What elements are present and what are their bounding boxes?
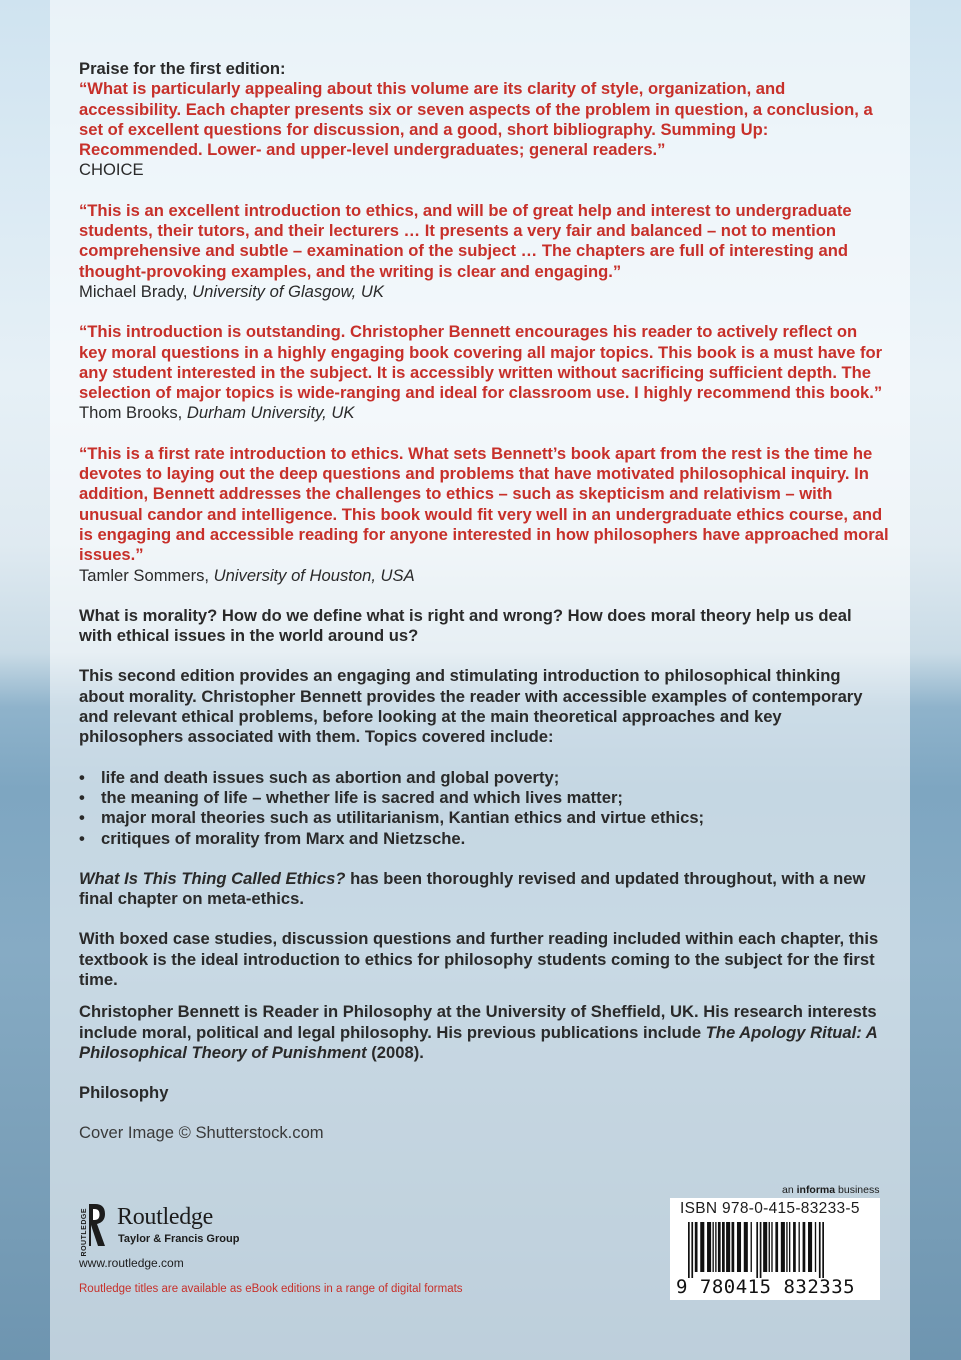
quote-text: “This introduction is outstanding. Christopher Bennett encourages his reader to actively reflect on key moral questions in a highly engaging book covering all major topics. This book is a must have for any student interested in the subject. It is accessibly written without sacrificing sufficient depth. The selection of major topics is wide-ranging and ideal for classroom use. I highly recommend this book.” (79, 322, 883, 403)
publisher-website[interactable]: www.routledge.com (79, 1256, 184, 1270)
barcode-bar (793, 1222, 796, 1272)
description-revised (79, 869, 889, 910)
back-cover-text (79, 59, 889, 1144)
barcode-bar (744, 1222, 748, 1272)
barcode-bar (775, 1222, 778, 1272)
informa-suffix: business (835, 1184, 880, 1196)
barcode-bar (712, 1222, 713, 1272)
isbn-barcode (670, 1198, 880, 1300)
barcode-bar (688, 1222, 690, 1278)
praise-quote-4 (79, 444, 889, 586)
attribution-institution: University of Houston, USA (213, 565, 415, 585)
list-item: • major moral theories such as utilitarianism, Kantian ethics and virtue ethics; (79, 808, 889, 828)
barcode-bar (763, 1222, 767, 1272)
barcode-bar (822, 1222, 824, 1278)
barcode-bars (678, 1222, 872, 1280)
list-item: • the meaning of life – whether life is sacred and which lives matter; (79, 788, 889, 808)
publisher-name: Routledge (117, 1204, 213, 1230)
list-item: • critiques of morality from Marx and Nietzsche. (79, 829, 889, 849)
description-second-edition: This second edition provides an engaging and stimulating introduction to philosophical thinking about morality. Christopher Bennett provides the reader with accessible examples of contemporary and relevant ethical problems, before looking at the main theoretical approaches and key philosophers associated with them. Topics covered include: (79, 666, 863, 747)
attribution-name: Michael Brady, (79, 281, 193, 301)
barcode-bar (700, 1222, 704, 1272)
barcode-bar (722, 1222, 725, 1272)
informa-business (782, 1184, 879, 1196)
quote-attribution (79, 403, 889, 423)
author-name: Christopher Bennett (79, 1002, 240, 1022)
barcode-bar (819, 1222, 821, 1278)
barcode-bar (718, 1222, 721, 1272)
description-boxed: With boxed case studies, discussion questions and further reading included within each chapter, this textbook is the ideal introduction to ethics for philosophy students coming to the subject for the first time. (79, 929, 879, 989)
barcode-bar (808, 1222, 812, 1272)
barcode-bar (691, 1222, 693, 1278)
author-bio (79, 1002, 889, 1063)
subject-category: Philosophy (79, 1083, 169, 1103)
previous-book-title: The Apology Ritual: A Philosophical Theory of Punishment (79, 1022, 878, 1062)
quote-attribution (79, 282, 889, 302)
praise-heading: Praise for the first edition: (79, 59, 286, 78)
list-item: • life and death issues such as abortion and global poverty; (79, 768, 889, 788)
revised-text: has been thoroughly revised and updated throughout, with a new final chapter on meta-ethics. (79, 868, 866, 909)
topics-list (79, 768, 889, 849)
book-title: What Is This Thing Called Ethics? (79, 868, 346, 888)
bio-text-2: (2008). (366, 1042, 424, 1062)
barcode-bar (803, 1222, 806, 1272)
barcode-bar (781, 1222, 785, 1272)
bio-text-1: is Reader in Philosophy at the University of Sheffield, UK. His research interests include moral, political and legal philosophy. His previous publications include (79, 1002, 877, 1042)
attribution-name: CHOICE (79, 160, 144, 180)
cover-credit: Cover Image © Shutterstock.com (79, 1123, 324, 1143)
informa-brand: informa (796, 1184, 836, 1196)
quote-text: “This is an excellent introduction to ethics, and will be of great help and interest to undergraduate students, their tutors, and their lecturers … It presents a very fair and balanced – not to mention comprehensive and subtle – examination of the subject … The chapters are full of interesting and thought-provoking examples, and the writing is clear and engaging.” (79, 200, 852, 281)
logo-vertical-text: ROUTLEDGE (81, 1208, 88, 1257)
quote-attribution (79, 160, 889, 180)
quote-text: “What is particularly appealing about this volume are its clarity of style, organization, and accessibility. Each chapter presents six or seven aspects of the problem in question, a conclusion, a set of excellent questions for discussion, and a good, short bibliography. Summing Up: Recommended. Lower- and upper-level undergraduates; general readers.” (79, 79, 873, 160)
isbn-label: ISBN 978-0-415-83233-5 (680, 1200, 860, 1217)
publisher-group: Taylor & Francis Group (118, 1233, 240, 1245)
barcode-bar (726, 1222, 730, 1272)
barcode-bar (786, 1222, 787, 1272)
quote-text: “This is a first rate introduction to ethics. What sets Bennett’s book apart from the rest is the time he devotes to laying out the deep questions and problems that have motivated philosophical inquiry. In addition, Bennett addresses the challenges to ethics – such as skepticism and relativism – with unusual candor and intelligence. This book would fit very well in an undergraduate ethics course, and is engaging and accessible reading for anyone interested in how philosophers have approached moral issues.” (79, 443, 889, 565)
barcode-bar (815, 1222, 816, 1272)
routledge-logo (79, 1200, 279, 1260)
barcode-bar (760, 1222, 762, 1278)
barcode-bar (707, 1222, 711, 1272)
barcode-bar (732, 1222, 735, 1272)
barcode-digits: 9 780415 832335 (676, 1276, 856, 1298)
barcode-bar (799, 1222, 800, 1272)
attribution-institution: University of Glasgow, UK (192, 281, 384, 301)
description-intro: What is morality? How do we define what is right and wrong? How does moral theory help us deal with ethical issues in the world around us? (79, 605, 852, 646)
barcode-bar (695, 1222, 698, 1272)
barcode-bar (751, 1222, 752, 1272)
praise-quote-3 (79, 322, 889, 423)
attribution-name: Tamler Sommers, (79, 565, 214, 585)
barcode-bar (737, 1222, 741, 1272)
barcode-bar (769, 1222, 770, 1272)
barcode-bar (789, 1222, 790, 1272)
barcode-bar (771, 1222, 772, 1272)
praise-quote-1 (79, 79, 889, 180)
ebook-note: Routledge titles are available as eBook editions in a range of digital formats (79, 1283, 463, 1295)
informa-prefix: an (782, 1184, 797, 1196)
attribution-institution: Durham University, UK (186, 403, 355, 423)
quote-attribution (79, 566, 889, 586)
barcode-bar (756, 1222, 758, 1278)
praise-quote-2 (79, 201, 889, 302)
attribution-name: Thom Brooks, (79, 403, 187, 423)
barcode-bar (715, 1222, 716, 1272)
